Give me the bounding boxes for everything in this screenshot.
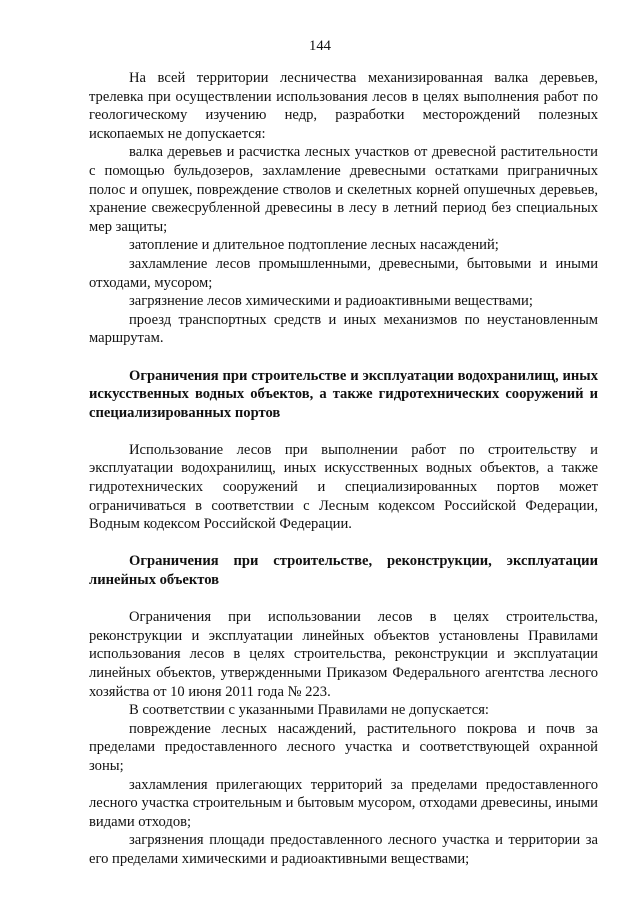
list-item: затопление и длительное подтопление лесных насаждений; — [129, 237, 499, 254]
paragraph: Ограничения при использовании лесов в целях строительства, реконструкции и эксплуатации линейных объектов установлены Правилами использования лесов в целях строительства, реконструкции и эксплуатации линейных объектов, утвержденными Приказом Федерального агентства лесного хозяйства от 10 июня 2011 года № 223. — [89, 609, 598, 700]
page-content — [89, 69, 598, 869]
list-item: захламление лесов промышленными, древесными, бытовыми и иными отходами, мусором; — [89, 255, 598, 291]
paragraph: На всей территории лесничества механизированная валка деревьев, трелевка при осуществлении использования лесов в целях выполнения работ по геологическому изучению недр, разработки месторождений полезных ископаемых не допускается: — [89, 70, 598, 142]
section-heading: Ограничения при строительстве, реконструкции, эксплуатации линейных объектов — [89, 553, 598, 589]
list-item: захламления прилегающих территорий за пределами предоставленного лесного участка строительным и бытовым мусором, отходами древесины, иными видами отходов; — [89, 776, 598, 830]
list-item: загрязнения площади предоставленного лесного участка и территории за его пределами химическими и радиоактивными веществами; — [89, 832, 598, 867]
list-item: загрязнение лесов химическими и радиоактивными веществами; — [129, 293, 533, 310]
page-number: 144 — [309, 38, 331, 54]
list-item: повреждение лесных насаждений, растительного покрова и почв за пределами предоставленного лесного участка и соответствующей охранной зоны; — [89, 720, 598, 774]
paragraph: Использование лесов при выполнении работ по строительству и эксплуатации водохранилищ, иных искусственных водных объектов, а также гидротехнических сооружений и специализированных портов может ограничиваться в соответствии с Лесным кодексом Российской Федерации, Водным кодексом Российской Федерации. — [89, 441, 598, 533]
list-item: валка деревьев и расчистка лесных участков от древесной растительности с помощью бульдозеров, захламление древесными остатками приграничных полос и опушек, повреждение стволов и скелетных корней опушечных деревьев, хранение свежесрубленной древесины в лесу в летний период без специальных мер защиты; — [89, 144, 598, 235]
list-item: проезд транспортных средств и иных механизмов по неустановленным маршрутам. — [89, 311, 598, 347]
section-heading: Ограничения при строительстве и эксплуатации водохранилищ, иных искусственных водных объектов, а также гидротехнических сооружений и специализированных портов — [89, 367, 598, 421]
paragraph: В соответствии с указанными Правилами не допускается: — [129, 702, 489, 719]
